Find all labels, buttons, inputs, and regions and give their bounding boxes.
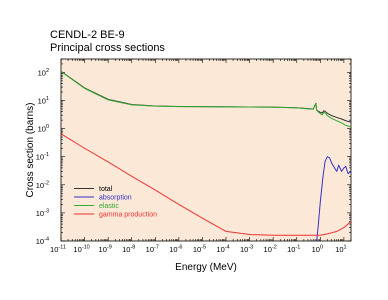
x-tick-label: $10^{-5}$ bbox=[192, 244, 207, 254]
y-tick-label: $10^1$ bbox=[37, 96, 49, 106]
x-tick-label: $10^{-8}$ bbox=[122, 244, 136, 254]
legend-label: total bbox=[99, 186, 113, 193]
x-tick-label: $10^{-6}$ bbox=[169, 244, 183, 254]
x-tick-label: $10^{-3}$ bbox=[239, 244, 254, 254]
x-tick-label: $10^0$ bbox=[311, 244, 324, 254]
chart-title: CENDL-2 BE-9 bbox=[50, 29, 125, 41]
legend-label: elastic bbox=[99, 203, 119, 210]
y-tick-label: $10^0$ bbox=[37, 124, 49, 134]
y-tick-label: $10^2$ bbox=[37, 67, 49, 78]
x-tick-label: $10^{-10}$ bbox=[73, 244, 90, 254]
x-tick-label: $10^{-1}$ bbox=[287, 244, 301, 254]
x-tick-label: $10^{-2}$ bbox=[263, 244, 277, 254]
y-tick-label: $10^{-2}$ bbox=[35, 180, 49, 190]
x-tick-label: $10^{-9}$ bbox=[98, 244, 112, 254]
chart-subtitle: Principal cross sections bbox=[50, 42, 165, 54]
x-axis-label: Energy (MeV) bbox=[175, 262, 237, 273]
y-tick-label: $10^{-1}$ bbox=[35, 152, 49, 162]
y-tick-label: $10^{-4}$ bbox=[35, 236, 49, 246]
y-axis-label: Cross section (barns) bbox=[25, 102, 36, 198]
legend-label: absorption bbox=[99, 194, 132, 202]
x-tick-label: $10^{-11}$ bbox=[50, 244, 66, 254]
x-tick-label: $10^1$ bbox=[335, 244, 347, 254]
y-tick-label: $10^{-3}$ bbox=[35, 208, 49, 218]
x-tick-label: $10^{-7}$ bbox=[145, 244, 159, 254]
legend-label: gamma production bbox=[99, 211, 157, 219]
x-tick-label: $10^{-4}$ bbox=[216, 244, 230, 254]
